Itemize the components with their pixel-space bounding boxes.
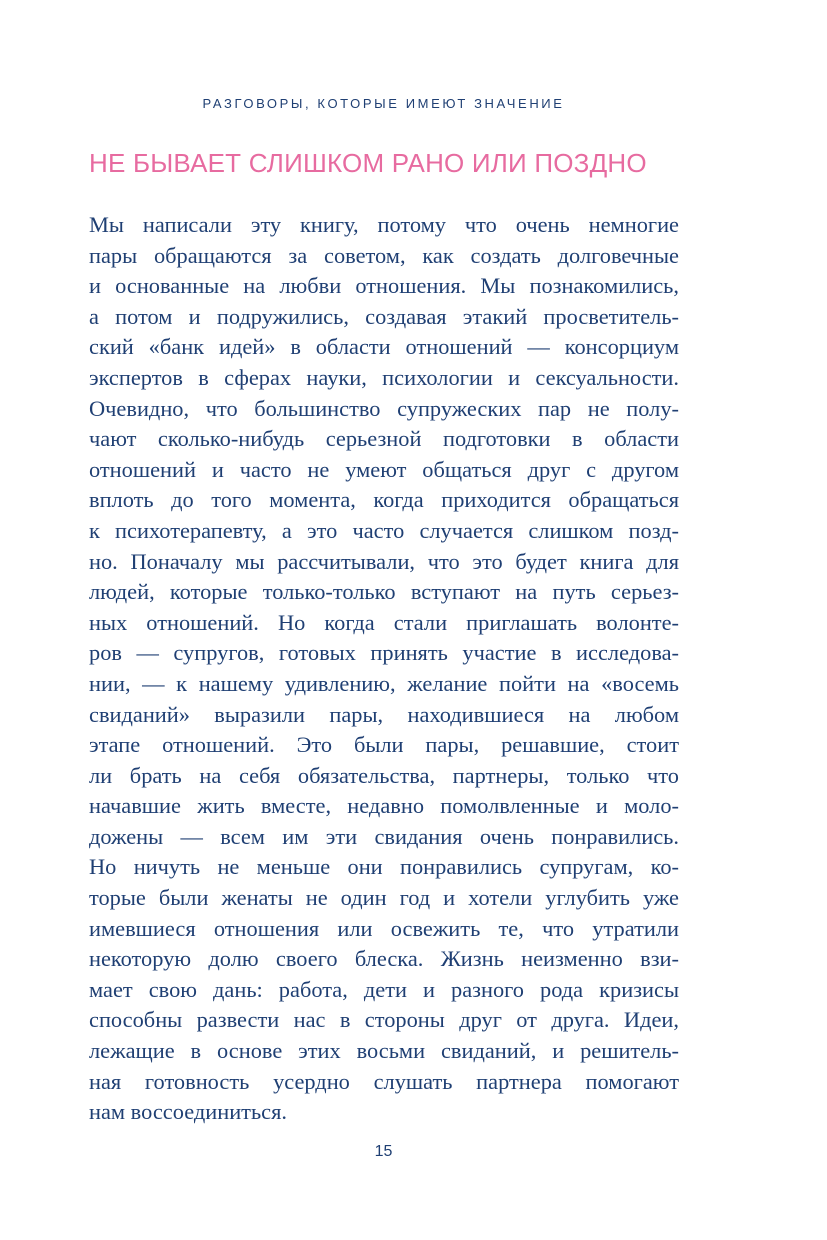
body-line: мает свою дань: работа, дети и разного рода кризисы [89, 976, 679, 1002]
body-line: свиданий» выразили пары, находившиеся на любом [89, 701, 679, 727]
body-line: начавшие жить вместе, недавно помолвленные и моло- [89, 793, 679, 819]
body-paragraph [89, 210, 679, 1128]
body-line: способны развести нас в стороны друг от друга. Идеи, [89, 1007, 679, 1033]
body-line: имевшиеся отношения или освежить те, что утратили [89, 915, 679, 941]
body-line: торые были женаты не один год и хотели углубить уже [89, 885, 679, 911]
body-line: экспертов в сферах науки, психологии и сексуальности. [89, 364, 679, 390]
body-line: дожены — всем им эти свидания очень понравились. [89, 823, 679, 849]
body-line: а потом и подружились, создавая этакий просветитель- [89, 303, 679, 329]
running-header: РАЗГОВОРЫ, КОТОРЫЕ ИМЕЮТ ЗНАЧЕНИЕ [202, 96, 565, 111]
body-line: ров — супругов, готовых принять участие в исследова- [89, 640, 679, 666]
body-line: ная готовность усердно слушать партнера помогают [89, 1068, 679, 1094]
body-line: чают сколько-нибудь серьезной подготовки в области [89, 426, 679, 452]
body-line: к психотерапевту, а это часто случается слишком позд- [89, 517, 679, 543]
page-number: 15 [374, 1143, 393, 1160]
body-line: нии, — к нашему удивлению, желание пойти на «восемь [89, 670, 679, 696]
chapter-heading: НЕ БЫВАЕТ СЛИШКОМ РАНО ИЛИ ПОЗДНО [89, 148, 647, 178]
body-line: ных отношений. Но когда стали приглашать волонте- [89, 609, 679, 635]
body-line: ский «банк идей» в области отношений — консорциум [89, 334, 679, 360]
body-line: вплоть до того момента, когда приходится обращаться [89, 487, 679, 513]
body-line: нам воссоединиться. [89, 1099, 288, 1125]
body-line: и основанные на любви отношения. Мы познакомились, [89, 273, 679, 299]
body-line: Но ничуть не меньше они понравились супругам, ко- [89, 854, 679, 880]
body-line: людей, которые только-только вступают на путь серьез- [89, 579, 679, 605]
body-line: Мы написали эту книгу, потому что очень немногие [89, 212, 679, 237]
body-line: но. Поначалу мы рассчитывали, что это будет книга для [89, 548, 679, 574]
body-line: некоторую долю своего блеска. Жизнь неизменно взи- [89, 946, 679, 972]
body-line: лежащие в основе этих восьми свиданий, и решитель- [89, 1038, 679, 1064]
body-line: пары обращаются за советом, как создать долговечные [89, 242, 679, 268]
body-line: Очевидно, что большинство супружеских пар не полу- [89, 395, 679, 421]
body-line: этапе отношений. Это были пары, решавшие, стоит [89, 732, 679, 758]
body-line: отношений и часто не умеют общаться друг с другом [89, 456, 679, 482]
body-line: ли брать на себя обязательства, партнеры, только что [89, 762, 679, 788]
